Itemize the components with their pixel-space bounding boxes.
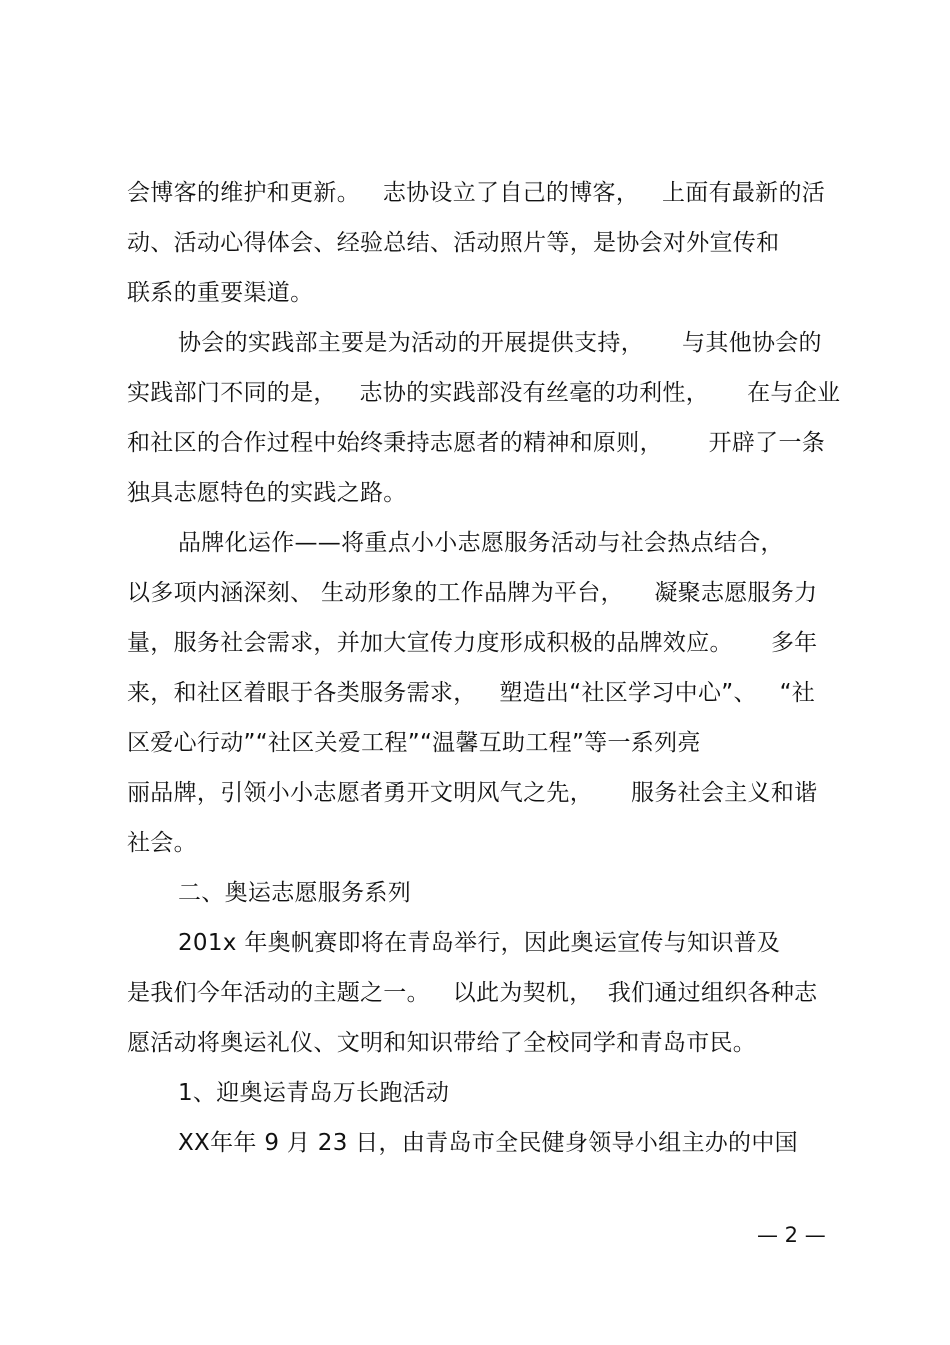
page-number: — 2 — bbox=[757, 1223, 826, 1247]
text-line: 会博客的维护和更新。 志协设立了自己的博客， 上面有最新的活 bbox=[127, 180, 826, 206]
text-line: 是我们今年活动的主题之一。 以此为契机， 我们通过组织各种志 bbox=[127, 980, 818, 1006]
text-line: 区爱心行动”“社区关爱工程”“温馨互助工程”等一系列亮 bbox=[127, 730, 701, 756]
text-line: 丽品牌，引领小小志愿者勇开文明风气之先， 服务社会主义和谐 bbox=[127, 780, 818, 806]
text-line: 动、活动心得体会、经验总结、活动照片等，是协会对外宣传和 bbox=[127, 230, 780, 256]
paragraph-first-line: XX年年 9 月 23 日，由青岛市全民健身领导小组主办的中国 bbox=[178, 1130, 798, 1156]
text-line: 量，服务社会需求，并加大宣传力度形成积极的品牌效应。 多年 bbox=[127, 630, 818, 656]
text-line: 联系的重要渠道。 bbox=[127, 280, 314, 306]
paragraph-first-line: 201x 年奥帆赛即将在青岛举行，因此奥运宣传与知识普及 bbox=[178, 930, 781, 956]
text-line: 实践部门不同的是， 志协的实践部没有丝毫的功利性， 在与企业 bbox=[127, 380, 841, 406]
text-line: 和社区的合作过程中始终秉持志愿者的精神和原则， 开辟了一条 bbox=[127, 430, 826, 456]
subsection-heading: 1、迎奥运青岛万长跑活动 bbox=[178, 1080, 450, 1106]
text-line: 社会。 bbox=[127, 830, 197, 856]
text-line: 愿活动将奥运礼仪、文明和知识带给了全校同学和青岛市民。 bbox=[127, 1030, 757, 1056]
section-heading: 二、奥运志愿服务系列 bbox=[178, 880, 411, 906]
text-line: 独具志愿特色的实践之路。 bbox=[127, 480, 407, 506]
text-line: 来，和社区着眼于各类服务需求， 塑造出“社区学习中心”、 “社 bbox=[127, 680, 816, 706]
paragraph-first-line: 协会的实践部主要是为活动的开展提供支持， 与其他协会的 bbox=[178, 330, 822, 356]
paragraph-first-line: 品牌化运作——将重点小小志愿服务活动与社会热点结合， bbox=[178, 530, 784, 556]
text-line: 以多项内涵深刻、 生动形象的工作品牌为平台， 凝聚志愿服务力 bbox=[127, 580, 818, 606]
